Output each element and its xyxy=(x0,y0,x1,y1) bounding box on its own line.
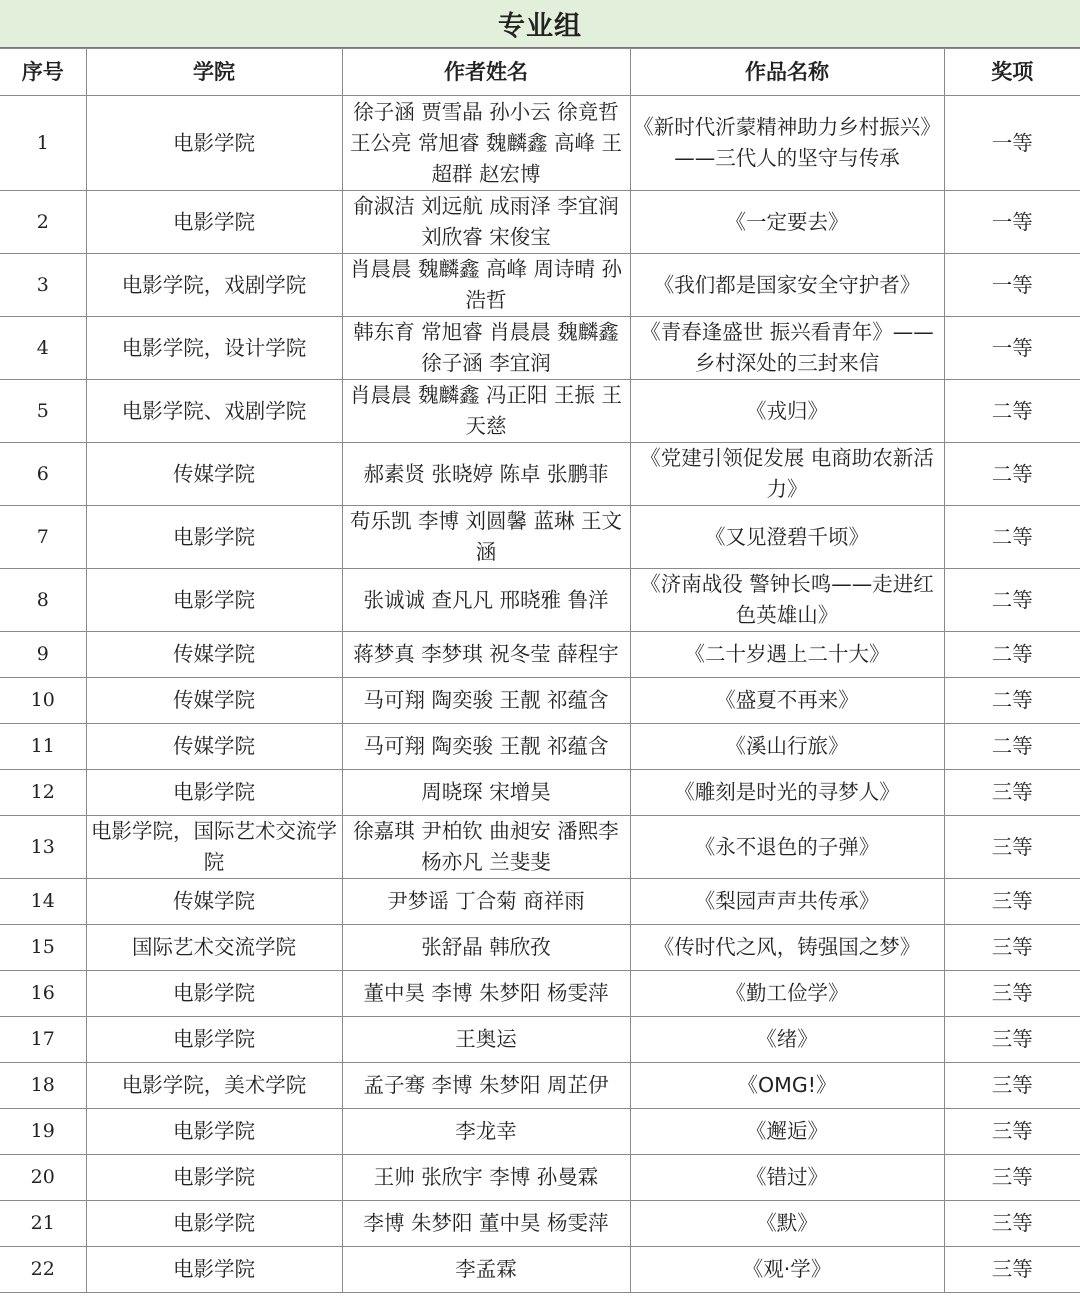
cell-award: 三等 xyxy=(944,879,1080,925)
cell-college: 传媒学院 xyxy=(86,443,342,506)
cell-authors: 蒋梦真 李梦琪 祝冬莹 薛程宇 xyxy=(342,632,630,678)
cell-award: 二等 xyxy=(944,724,1080,770)
cell-authors: 李孟霖 xyxy=(342,1247,630,1293)
cell-authors: 尹梦谣 丁合菊 商祥雨 xyxy=(342,879,630,925)
cell-work: 《新时代沂蒙精神助力乡村振兴》——三代人的坚守与传承 xyxy=(630,96,944,191)
cell-authors: 张诚诚 查凡凡 邢晓雅 鲁洋 xyxy=(342,569,630,632)
table-row xyxy=(0,1201,1080,1247)
cell-college: 电影学院 xyxy=(86,506,342,569)
cell-authors: 俞淑洁 刘远航 成雨泽 李宜润 刘欣睿 宋俊宝 xyxy=(342,191,630,254)
cell-college: 电影学院 xyxy=(86,1247,342,1293)
cell-work: 《勤工俭学》 xyxy=(630,971,944,1017)
cell-authors: 郝素贤 张晓婷 陈卓 张鹏菲 xyxy=(342,443,630,506)
cell-number: 8 xyxy=(0,569,86,632)
awards-table xyxy=(0,48,1080,1293)
cell-number: 21 xyxy=(0,1201,86,1247)
table-title: 专业组 xyxy=(0,0,1080,48)
cell-college: 电影学院，设计学院 xyxy=(86,317,342,380)
cell-authors: 肖晨晨 魏麟鑫 高峰 周诗晴 孙浩哲 xyxy=(342,254,630,317)
cell-authors: 徐嘉琪 尹柏钦 曲昶安 潘熙李 杨亦凡 兰斐斐 xyxy=(342,816,630,879)
cell-number: 4 xyxy=(0,317,86,380)
cell-work: 《二十岁遇上二十大》 xyxy=(630,632,944,678)
cell-work: 《邂逅》 xyxy=(630,1109,944,1155)
cell-work: 《又见澄碧千顷》 xyxy=(630,506,944,569)
cell-work: 《错过》 xyxy=(630,1155,944,1201)
cell-college: 电影学院 xyxy=(86,1155,342,1201)
cell-college: 电影学院 xyxy=(86,569,342,632)
cell-authors: 马可翔 陶奕骏 王靓 祁蕴含 xyxy=(342,678,630,724)
cell-authors: 王奥运 xyxy=(342,1017,630,1063)
cell-college: 电影学院 xyxy=(86,770,342,816)
cell-award: 三等 xyxy=(944,1201,1080,1247)
table-row xyxy=(0,971,1080,1017)
cell-authors: 韩东育 常旭睿 肖晨晨 魏麟鑫 徐子涵 李宜润 xyxy=(342,317,630,380)
cell-award: 三等 xyxy=(944,1017,1080,1063)
cell-college: 电影学院，戏剧学院 xyxy=(86,254,342,317)
cell-number: 13 xyxy=(0,816,86,879)
cell-college: 电影学院、戏剧学院 xyxy=(86,380,342,443)
cell-college: 电影学院，国际艺术交流学院 xyxy=(86,816,342,879)
table-row xyxy=(0,1155,1080,1201)
cell-number: 9 xyxy=(0,632,86,678)
table-row xyxy=(0,678,1080,724)
cell-number: 11 xyxy=(0,724,86,770)
table-row xyxy=(0,1063,1080,1109)
table-row xyxy=(0,191,1080,254)
cell-award: 一等 xyxy=(944,96,1080,191)
cell-authors: 周晓琛 宋增昊 xyxy=(342,770,630,816)
table-row xyxy=(0,96,1080,191)
cell-award: 二等 xyxy=(944,569,1080,632)
cell-authors: 张舒晶 韩欣孜 xyxy=(342,925,630,971)
cell-number: 3 xyxy=(0,254,86,317)
cell-college: 电影学院 xyxy=(86,96,342,191)
header-work: 作品名称 xyxy=(630,49,944,96)
cell-college: 电影学院 xyxy=(86,191,342,254)
cell-work: 《永不退色的子弹》 xyxy=(630,816,944,879)
cell-award: 三等 xyxy=(944,816,1080,879)
table-row xyxy=(0,1247,1080,1293)
cell-authors: 徐子涵 贾雪晶 孙小云 徐竟哲 王公亮 常旭睿 魏麟鑫 高峰 王超群 赵宏博 xyxy=(342,96,630,191)
cell-authors: 王帅 张欣宇 李博 孙曼霖 xyxy=(342,1155,630,1201)
cell-award: 三等 xyxy=(944,770,1080,816)
table-row xyxy=(0,724,1080,770)
cell-award: 二等 xyxy=(944,506,1080,569)
cell-college: 电影学院，美术学院 xyxy=(86,1063,342,1109)
cell-work: 《溪山行旅》 xyxy=(630,724,944,770)
table-row xyxy=(0,569,1080,632)
cell-authors: 肖晨晨 魏麟鑫 冯正阳 王振 王天慈 xyxy=(342,380,630,443)
cell-number: 14 xyxy=(0,879,86,925)
cell-college: 电影学院 xyxy=(86,1109,342,1155)
table-row xyxy=(0,879,1080,925)
header-no: 序号 xyxy=(0,49,86,96)
cell-number: 1 xyxy=(0,96,86,191)
cell-college: 传媒学院 xyxy=(86,879,342,925)
table-row xyxy=(0,1109,1080,1155)
cell-award: 一等 xyxy=(944,317,1080,380)
cell-award: 二等 xyxy=(944,632,1080,678)
cell-number: 5 xyxy=(0,380,86,443)
cell-college: 国际艺术交流学院 xyxy=(86,925,342,971)
cell-award: 三等 xyxy=(944,1155,1080,1201)
cell-college: 电影学院 xyxy=(86,1201,342,1247)
cell-college: 电影学院 xyxy=(86,1017,342,1063)
cell-work: 《绪》 xyxy=(630,1017,944,1063)
header-award: 奖项 xyxy=(944,49,1080,96)
cell-college: 传媒学院 xyxy=(86,632,342,678)
cell-number: 12 xyxy=(0,770,86,816)
cell-work: 《一定要去》 xyxy=(630,191,944,254)
cell-award: 三等 xyxy=(944,971,1080,1017)
cell-work: 《盛夏不再来》 xyxy=(630,678,944,724)
cell-award: 一等 xyxy=(944,191,1080,254)
header-authors: 作者姓名 xyxy=(342,49,630,96)
cell-number: 2 xyxy=(0,191,86,254)
table-row xyxy=(0,925,1080,971)
cell-authors: 孟子骞 李博 朱梦阳 周芷伊 xyxy=(342,1063,630,1109)
cell-award: 一等 xyxy=(944,254,1080,317)
table-row xyxy=(0,816,1080,879)
cell-number: 19 xyxy=(0,1109,86,1155)
cell-college: 传媒学院 xyxy=(86,724,342,770)
cell-number: 18 xyxy=(0,1063,86,1109)
cell-number: 7 xyxy=(0,506,86,569)
header-college: 学院 xyxy=(86,49,342,96)
table-row xyxy=(0,254,1080,317)
cell-number: 6 xyxy=(0,443,86,506)
cell-award: 二等 xyxy=(944,443,1080,506)
table-row xyxy=(0,317,1080,380)
cell-number: 16 xyxy=(0,971,86,1017)
cell-number: 15 xyxy=(0,925,86,971)
cell-work: 《默》 xyxy=(630,1201,944,1247)
cell-work: 《青春逢盛世 振兴看青年》——乡村深处的三封来信 xyxy=(630,317,944,380)
cell-award: 三等 xyxy=(944,1247,1080,1293)
cell-number: 10 xyxy=(0,678,86,724)
table-row xyxy=(0,632,1080,678)
cell-number: 17 xyxy=(0,1017,86,1063)
cell-award: 二等 xyxy=(944,380,1080,443)
cell-work: 《梨园声声共传承》 xyxy=(630,879,944,925)
table-row xyxy=(0,506,1080,569)
table-row xyxy=(0,380,1080,443)
cell-authors: 马可翔 陶奕骏 王靓 祁蕴含 xyxy=(342,724,630,770)
table-row xyxy=(0,770,1080,816)
cell-work: 《OMG!》 xyxy=(630,1063,944,1109)
cell-college: 电影学院 xyxy=(86,971,342,1017)
cell-number: 20 xyxy=(0,1155,86,1201)
cell-award: 三等 xyxy=(944,1063,1080,1109)
header-row xyxy=(0,49,1080,96)
table-row xyxy=(0,1017,1080,1063)
cell-award: 三等 xyxy=(944,1109,1080,1155)
cell-number: 22 xyxy=(0,1247,86,1293)
cell-award: 二等 xyxy=(944,678,1080,724)
cell-college: 传媒学院 xyxy=(86,678,342,724)
cell-authors: 李龙幸 xyxy=(342,1109,630,1155)
cell-work: 《观·学》 xyxy=(630,1247,944,1293)
cell-work: 《党建引领促发展 电商助农新活力》 xyxy=(630,443,944,506)
cell-work: 《我们都是国家安全守护者》 xyxy=(630,254,944,317)
cell-authors: 苟乐凯 李博 刘圆馨 蓝琳 王文涵 xyxy=(342,506,630,569)
cell-authors: 董中昊 李博 朱梦阳 杨雯萍 xyxy=(342,971,630,1017)
cell-work: 《传时代之风，铸强国之梦》 xyxy=(630,925,944,971)
cell-work: 《戎归》 xyxy=(630,380,944,443)
table-row xyxy=(0,443,1080,506)
cell-work: 《济南战役 警钟长鸣——走进红色英雄山》 xyxy=(630,569,944,632)
cell-award: 三等 xyxy=(944,925,1080,971)
cell-work: 《雕刻是时光的寻梦人》 xyxy=(630,770,944,816)
cell-authors: 李博 朱梦阳 董中昊 杨雯萍 xyxy=(342,1201,630,1247)
